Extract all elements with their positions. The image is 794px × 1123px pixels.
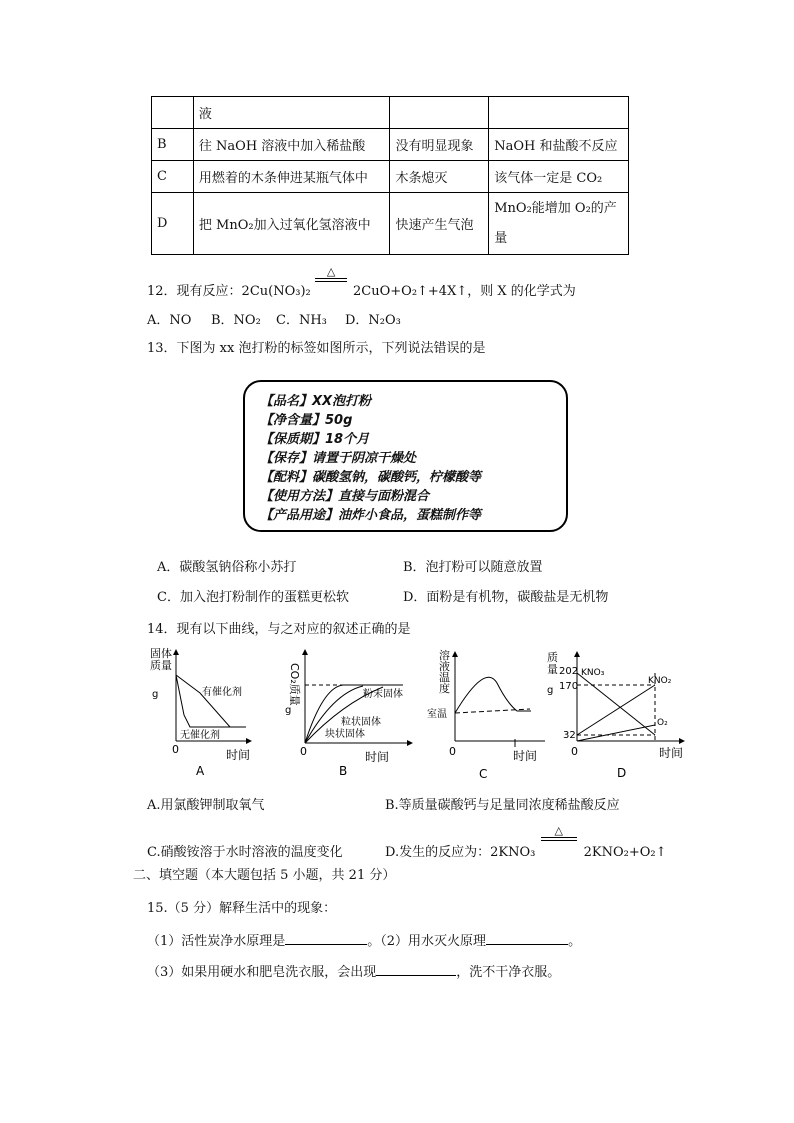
table-cell: D — [152, 193, 194, 255]
graph-d-v202: 202 — [559, 666, 579, 677]
graph-d-v170: 170 — [559, 681, 579, 692]
table-cell-line: MnO₂能增加 O₂的产 — [494, 200, 617, 216]
q13-option-c: C．加入泡打粉制作的蛋糕更松软 — [157, 590, 349, 605]
graph-b-tag: B — [339, 764, 348, 778]
q15-line-1a: （1）活性炭净水原理是 — [147, 934, 286, 949]
table-cell — [152, 97, 194, 129]
table-cell: 液 — [193, 97, 390, 129]
graph-c-xlabel: 时间 — [513, 749, 538, 763]
q15-line-2b: ，洗不干净衣服。 — [456, 965, 561, 980]
question-15-stem: 15.（5 分）解释生活中的现象： — [147, 901, 337, 916]
graph-a-tag: A — [196, 764, 205, 778]
table-cell — [390, 97, 489, 129]
q12-stem-b: 2CuO+O₂↑+4X↑，则 X 的化学式为 — [353, 284, 576, 299]
table-row — [152, 193, 629, 255]
label-line: 【品名】XX泡打粉 — [260, 394, 372, 409]
graph-a-xlabel: 时间 — [226, 748, 251, 762]
q12-stem-a: 12．现有反应：2Cu(NO₃)₂ — [147, 284, 311, 299]
graph-d-origin: 0 — [571, 745, 578, 758]
graph-c — [425, 643, 550, 783]
graph-a-unit: g — [152, 689, 159, 700]
graph-b — [283, 643, 418, 778]
q14-option-b: B.等质量碳酸钙与足量同浓度稀盐酸反应 — [385, 798, 620, 813]
table-row — [152, 97, 629, 129]
graph-b-c2: 粒状固体 — [341, 717, 381, 728]
graph-a-curve1: 有催化剂 — [202, 687, 242, 698]
graph-c-ylabel: 溶液温度 — [439, 649, 450, 695]
graph-a-curve2: 无催化剂 — [180, 730, 220, 741]
graph-a-ylabel: 固体质量 — [150, 647, 172, 672]
question-13-stem: 13．下图为 xx 泡打粉的标签如图所示，下列说法错误的是 — [147, 341, 486, 356]
heat-symbol: △ — [326, 265, 336, 278]
q12-option-a: A．NO — [147, 313, 192, 328]
graph-a-origin: 0 — [172, 743, 179, 756]
graph-b-c1: 粉末固体 — [363, 689, 403, 700]
q12-option-b: B．NO₂ — [211, 313, 261, 328]
q12-option-d: D．N₂O₃ — [345, 313, 401, 328]
graph-b-unit: g — [285, 705, 292, 716]
q14-option-d-a: D.发生的反应为：2KNO₃ — [385, 845, 536, 860]
label-line: 【保质期】18个月 — [260, 432, 370, 447]
q15-line-2a: （3）如果用硬水和肥皂洗衣服，会出现 — [147, 965, 377, 980]
q15-line-1 — [147, 930, 581, 949]
answer-table — [151, 96, 629, 255]
label-line: 【净含量】50g — [260, 413, 353, 428]
label-line: 【产品用途】油炸小食品，蛋糕制作等 — [260, 508, 482, 523]
graph-d — [545, 643, 690, 783]
graph-a — [150, 643, 260, 778]
q15-line-2 — [147, 961, 560, 980]
q14-option-c: C.硝酸铵溶于水时溶液的温度变化 — [147, 845, 343, 860]
heat-arrow — [315, 265, 349, 295]
q15-line-1b: 。（2）用水灭火原理 — [367, 934, 487, 949]
heat-symbol: △ — [554, 824, 563, 837]
question-14-stem: 14．现有以下曲线，与之对应的叙述正确的是 — [147, 622, 411, 637]
table-cell: NaOH 和盐酸不反应 — [489, 129, 629, 161]
table-cell — [489, 193, 629, 255]
table-cell: B — [152, 129, 194, 161]
q14-option-d — [385, 824, 667, 860]
graph-d-kno2: KNO₂ — [648, 676, 672, 686]
question-12-stem — [147, 265, 576, 299]
label-line: 【配料】碳酸氢钠，碳酸钙，柠檬酸等 — [260, 470, 482, 485]
q12-option-c: C．NH₃ — [276, 313, 327, 328]
table-cell: 快速产生气泡 — [390, 193, 489, 255]
graph-c-tag: C — [479, 767, 488, 781]
answer-blank[interactable] — [376, 975, 456, 976]
table-cell: 把 MnO₂加入过氧化氢溶液中 — [193, 193, 390, 255]
heat-arrow — [539, 824, 579, 856]
graph-b-origin: 0 — [300, 745, 307, 758]
q14-option-d-b: 2KNO₂+O₂↑ — [583, 845, 667, 860]
graph-d-kno3: KNO₃ — [581, 668, 605, 678]
graph-d-o2: O₂ — [657, 718, 668, 728]
q13-option-d: D．面粉是有机物，碳酸盐是无机物 — [403, 590, 609, 605]
table-cell-line: 量 — [494, 230, 508, 246]
graph-b-xlabel: 时间 — [365, 750, 390, 764]
graph-d-tag: D — [617, 766, 627, 780]
table-row — [152, 129, 629, 161]
graph-d-v32: 32 — [563, 730, 576, 741]
graph-b-ylabel: CO₂质量 — [288, 663, 301, 706]
answer-blank[interactable] — [486, 944, 568, 945]
table-cell: 没有明显现象 — [390, 129, 489, 161]
label-line: 【保存】请置于阴凉干燥处 — [260, 451, 417, 466]
table-cell: 往 NaOH 溶液中加入稀盐酸 — [193, 129, 390, 161]
graph-c-room: 室温 — [427, 709, 447, 720]
graph-d-xlabel: 时间 — [659, 746, 684, 760]
table-cell: C — [152, 161, 194, 193]
table-cell: 用燃着的木条伸进某瓶气体中 — [193, 161, 390, 193]
table-cell — [489, 97, 629, 129]
q13-option-a: A．碳酸氢钠俗称小苏打 — [157, 560, 297, 575]
graph-b-c3: 块状固体 — [325, 729, 365, 740]
q14-option-a: A.用氯酸钾制取氧气 — [147, 798, 265, 813]
graph-c-origin: 0 — [449, 745, 456, 758]
graph-a-ylabel-1: 固体 — [150, 647, 172, 660]
table-cell: 该气体一定是 CO₂ — [489, 161, 629, 193]
q15-line-1c: 。 — [568, 934, 582, 949]
graph-d-ylabel: 质量 — [547, 651, 558, 676]
table-cell: 木条熄灭 — [390, 161, 489, 193]
section-heading: 二、填空题（本大题包括 5 小题，共 21 分） — [133, 868, 396, 883]
label-line: 【使用方法】直接与面粉混合 — [260, 489, 430, 504]
q13-option-b: B．泡打粉可以随意放置 — [403, 560, 543, 575]
table-row — [152, 161, 629, 193]
graph-d-unit: g — [547, 685, 554, 696]
answer-blank[interactable] — [285, 944, 367, 945]
